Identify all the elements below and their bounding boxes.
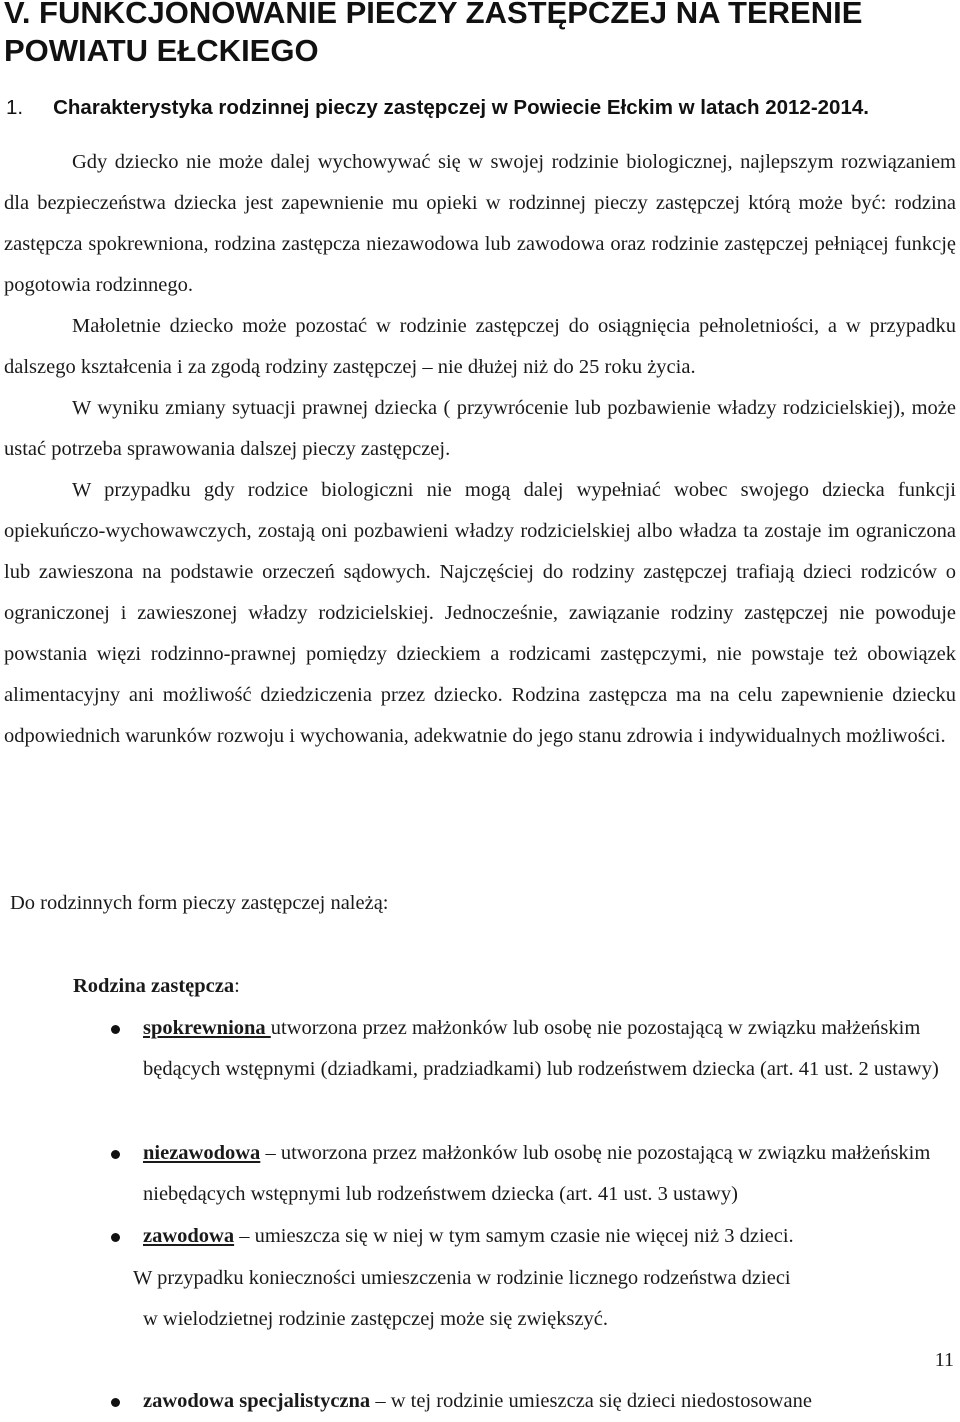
bullet-term: spokrewniona [143,1017,271,1039]
sibling-note-line2: w wielodzietnej rodzinie zastępczej może się zwiększyć. [143,1308,609,1330]
family-heading-label: Rodzina zastępcza [73,975,235,997]
paragraph-parental-rights: W przypadku gdy rodzice biologiczni nie mogą dalej wypełniać wobec swojego dziecka funkcji opiekuńczo-wychowawczych, zostają oni pozbawieni władzy rodzicielskiej albo władza ta zostaje im ograniczona lub zawieszona na podstawie orzeczeń sądowych. Najczęściej do rodziny zastępczej trafiają dzieci rodziców o ograniczonej i zawieszonej władzy rodzicielskiej. Jednocześnie, zawiązanie rodziny zastępczej nie powoduje powstania więzi rodzinno-prawnej pomiędzy dzieckiem a rodzicami zastępczymi, nie powstaje też obowiązek alimentacyjny ani możliwość dziedziczenia przez dziecko. Rodzina zastępcza ma na celu zapewnienie dziecku odpowiednich warunków rozwoju i wychowania, adekwatnie do jego stanu zdrowia i indywidualnych możliwości. [4,479,956,747]
forms-intro: Do rodzinnych form pieczy zastępczej należą: [10,892,389,914]
family-heading-suffix: : [234,975,240,997]
bullet-text: – utworzona przez małżonków lub osobę nie pozostającą w związku małżeńskim niebędących wstępnymi lub rodzeństwem dziecka (art. 41 ust. 3 ustawy) [143,1142,931,1205]
bullet-text: – w tej rodzinie umieszcza się dzieci niedostosowane [370,1390,812,1412]
bullet-term: zawodowa specjalistyczna [143,1390,371,1412]
list-item [143,1008,955,1090]
page-number: 11 [934,1349,954,1371]
family-heading [73,966,240,1007]
bullet-text: – umieszcza się w niej w tym samym czasie nie więcej niż 3 dzieci. [234,1225,794,1247]
list-item [143,1216,955,1257]
section-heading [6,94,956,122]
bullet-icon [111,1398,120,1407]
bullet-icon [111,1233,120,1242]
paragraph-legal-change: W wyniku zmiany sytuacji prawnej dziecka ( przywrócenie lub pozbawienie władzy rodzicielskiej), może ustać potrzeba sprawowania dalszej pieczy zastępczej. [4,397,956,460]
bullet-icon [111,1025,120,1034]
sibling-note [133,1258,957,1340]
bullet-text: utworzona przez małżonków lub osobę nie pozostającą w związku małżeńskim będących wstępnymi (dziadkami, pradziadkami) lub rodzeństwem dziecka (art. 41 ust. 2 ustawy) [143,1017,939,1080]
chapter-heading: V. FUNKCJONOWANIE PIECZY ZASTĘPCZEJ NA TERENIE POWIATU EŁCKIEGO [4,0,863,68]
bullet-term: zawodowa [143,1225,235,1247]
bullet-term: niezawodowa [143,1142,261,1164]
sibling-note-line1: W przypadku konieczności umieszczenia w rodzinie licznego rodzeństwa dzieci [133,1267,791,1289]
paragraph-age-limit: Małoletnie dziecko może pozostać w rodzinie zastępczej do osiągnięcia pełnoletniości, a w przypadku dalszego kształcenia i za zgodą rodziny zastępczej – nie dłużej niż do 25 roku życia. [4,315,956,378]
list-item [143,1133,955,1215]
bullet-icon [111,1150,120,1159]
section-number: 1. [6,96,24,119]
paragraph-placement-options: Gdy dziecko nie może dalej wychowywać się w swojej rodzinie biologicznej, najlepszym rozwiązaniem dla bezpieczeństwa dziecka jest zapewnienie mu opieki w rodzinnej pieczy zastępczej którą może być: rodzina zastępcza spokrewniona, rodzina zastępcza niezawodowa lub zawodowa oraz rodzinie zastępczej pełniącej funkcję pogotowia rodzinnego. [4,151,956,296]
section-title: Charakterystyka rodzinnej pieczy zastępczej w Powiecie Ełckim w latach 2012-2014. [53,96,869,119]
list-item [143,1381,955,1422]
